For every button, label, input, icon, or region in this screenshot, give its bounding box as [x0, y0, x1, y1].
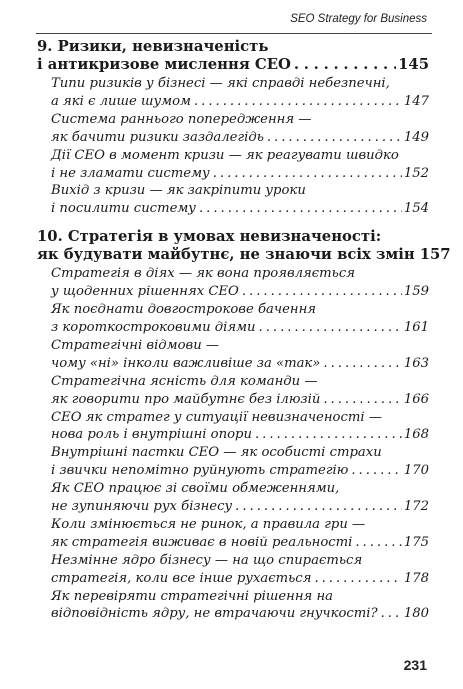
entry-text: Типи ризиків у бізнесі — які справді небезпечні, [51, 76, 390, 91]
entry-page-number: 161 [403, 319, 429, 335]
entry-line [51, 498, 429, 516]
entry-text: Коли змінюється не ринок, а правила гри — [51, 516, 366, 532]
dot-leader [323, 391, 401, 409]
entry-page-number: 178 [403, 570, 429, 586]
entry-page-number: 180 [403, 606, 429, 622]
entry-text: з короткостроковими діями [51, 319, 256, 335]
entry-line [51, 75, 429, 93]
entry-page-number: 168 [403, 427, 429, 443]
entry-line [51, 552, 429, 570]
chapter-title-text: і антикризове мислення CEO [37, 55, 291, 73]
entry-page-number: 154 [403, 201, 429, 217]
toc-entry[interactable] [37, 552, 429, 588]
toc-chapter-1[interactable] [37, 38, 429, 73]
dot-leader [213, 165, 402, 183]
entry-line [51, 111, 429, 129]
entry-text: і посилити систему [51, 201, 196, 217]
entry-page-number: 172 [403, 499, 429, 515]
chapter-title-text: 10. Стратегія в умовах невизначеності: [37, 228, 382, 246]
entry-line [51, 570, 429, 588]
entry-text: Стратегія в діях — як вона проявляється [51, 266, 355, 282]
entry-line [51, 373, 429, 391]
entry-text: як бачити ризики заздалегідь [51, 129, 264, 145]
toc-chapter-2[interactable] [37, 228, 451, 263]
entry-page-number: 175 [403, 534, 429, 550]
entry-page-number: 170 [403, 463, 429, 479]
page-number: 231 [403, 657, 427, 673]
chapter-title-line [37, 228, 429, 246]
entry-text: і звички непомітно руйнують стратегію [51, 463, 349, 479]
toc-entry[interactable] [37, 75, 429, 111]
entry-page-number: 147 [403, 93, 429, 109]
entry-text: Як CEO працює зі своїми обмеженнями, [51, 481, 340, 497]
entry-line [51, 426, 429, 444]
toc-entry[interactable] [37, 182, 429, 218]
chapter-title-line [37, 245, 451, 264]
running-head: SEO Strategy for Business [290, 13, 427, 25]
entry-text: Стратегічна ясність для команди — [51, 373, 318, 389]
chapter-title-line [37, 56, 429, 74]
entry-line [51, 409, 429, 427]
entry-page-number: 163 [403, 355, 429, 371]
entry-line [51, 605, 429, 623]
dot-leader [255, 426, 402, 444]
dot-leader [381, 605, 402, 623]
entry-line [51, 301, 429, 319]
entry-text: Внутрішні пастки CEO — як особисті страхи [51, 445, 382, 461]
entry-text: відповідність ядру, не втрачаючи гнучкості? [51, 606, 378, 622]
dot-leader [199, 200, 402, 218]
dot-leader [314, 570, 401, 588]
entry-text: Як поєднати довгострокове бачення [51, 302, 316, 318]
table-of-contents [37, 38, 451, 623]
entry-text: у щоденних рішеннях CEO [51, 284, 239, 300]
toc-entry[interactable] [37, 301, 429, 337]
chapter-title-text: 9. Ризики, невизначеність [37, 38, 269, 55]
entry-text: Незмінне ядро бізнесу — на що спирається [51, 552, 363, 568]
entry-text: як говорити про майбутнє без ілюзій [51, 391, 321, 407]
dot-leader [267, 129, 402, 147]
entry-line [51, 355, 429, 373]
dot-leader [323, 355, 401, 373]
header-rule [36, 33, 432, 34]
entry-line [51, 588, 429, 606]
entry-line [51, 391, 429, 409]
dot-leader [351, 462, 401, 480]
entry-text: Вихід з кризи — як закріпити уроки [51, 183, 306, 199]
toc-entry[interactable] [37, 337, 429, 373]
entry-line [51, 283, 429, 301]
toc-entry[interactable] [37, 480, 429, 516]
entry-text: стратегія, коли все інше рухається [51, 570, 312, 586]
dot-leader [294, 56, 396, 74]
entry-page-number: 152 [403, 165, 429, 181]
entry-page-number: 149 [403, 129, 429, 145]
dot-leader [194, 93, 402, 111]
entry-text: а які є лише шумом [51, 93, 191, 109]
chapter-page-number: 157 [419, 245, 451, 263]
dot-leader [235, 498, 402, 516]
toc-entry[interactable] [37, 444, 429, 480]
dot-leader [259, 319, 402, 337]
entry-text: Як перевіряти стратегічні рішення на [51, 588, 334, 604]
entry-text: нова роль і внутрішні опори [51, 427, 252, 443]
entry-line [51, 147, 429, 165]
toc-entry[interactable] [37, 516, 429, 552]
toc-entry[interactable] [37, 588, 429, 624]
entry-line [51, 165, 429, 183]
entry-line [51, 534, 429, 552]
toc-entry[interactable] [37, 409, 429, 445]
dot-leader [242, 283, 402, 301]
chapter-page-number: 145 [398, 55, 429, 73]
chapter-title-line [37, 38, 429, 56]
entry-line [51, 265, 429, 283]
entry-text: і не зламати систему [51, 165, 210, 181]
entry-text: як стратегія виживає в новій реальності [51, 534, 353, 550]
toc-entry[interactable] [37, 111, 429, 147]
entry-line [51, 444, 429, 462]
chapter-spacer [37, 218, 429, 228]
entry-text: CEO як стратег у ситуації невизначеності — [51, 409, 382, 425]
entry-text: Стратегічні відмови — [51, 337, 220, 353]
entry-line [51, 337, 429, 355]
entry-text: не зупиняючи рух бізнесу [51, 499, 233, 515]
entry-page-number: 166 [403, 391, 429, 407]
entry-line [51, 182, 429, 200]
toc-entry[interactable] [37, 373, 429, 409]
entry-line [51, 319, 429, 337]
entry-line [51, 462, 429, 480]
toc-entry[interactable] [37, 147, 429, 183]
toc-entry[interactable] [37, 265, 429, 301]
entry-line [51, 93, 429, 111]
entry-text: Дії CEO в момент кризи — як реагувати швидко [51, 147, 399, 163]
entry-line [51, 200, 429, 218]
dot-leader [355, 534, 401, 552]
entry-text: Система раннього попередження — [51, 111, 312, 127]
entry-text: чому «ні» інколи важливіше за «так» [51, 355, 321, 371]
chapter-title-text: як будувати майбутнє, не знаючи всіх змін [37, 245, 415, 263]
entry-line [51, 516, 429, 534]
entry-page-number: 159 [403, 284, 429, 300]
entry-line [51, 129, 429, 147]
entry-line [51, 480, 429, 498]
